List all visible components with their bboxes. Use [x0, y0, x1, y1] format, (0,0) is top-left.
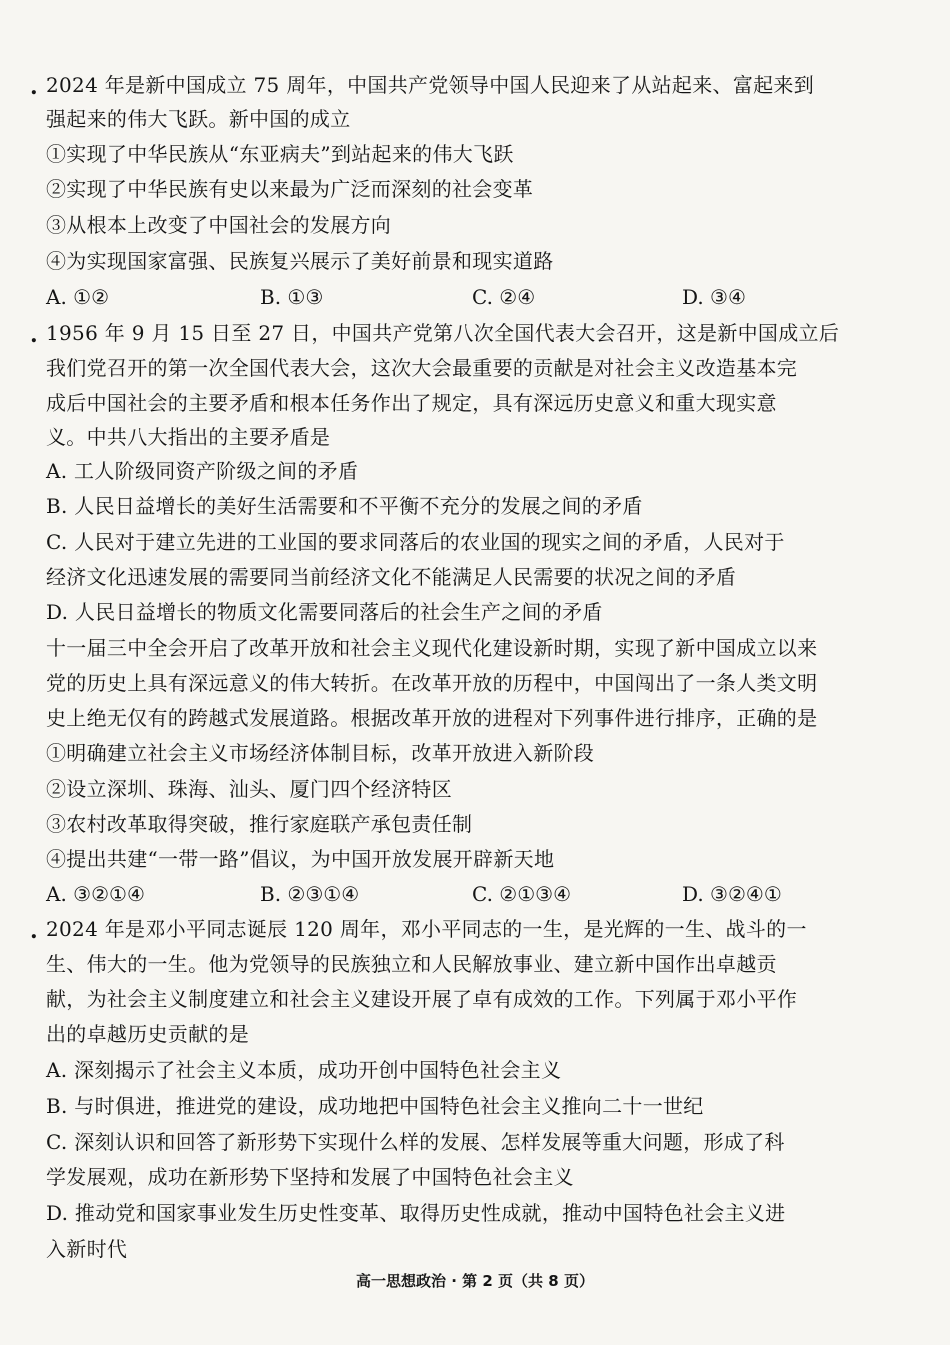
choice-b: B. ①③: [260, 285, 324, 309]
question-marker: .: [30, 74, 38, 100]
question-text-line: 成后中国社会的主要矛盾和根本任务作出了规定，具有深远历史意义和重大现实意: [46, 391, 777, 415]
statement-3: ③农村改革取得突破，推行家庭联产承包责任制: [46, 812, 473, 836]
question-text-line: 十一届三中全会开启了改革开放和社会主义现代化建设新时期，实现了新中国成立以来: [46, 636, 818, 660]
choice-a: A. 工人阶级同资产阶级之间的矛盾: [46, 459, 359, 483]
choice-c: C. ②①③④: [472, 882, 572, 906]
page-footer: 高一思想政治 · 第 2 页（共 8 页）: [356, 1272, 594, 1290]
question-text-line: 史上绝无仅有的跨越式发展道路。根据改革开放的进程对下列事件进行排序，正确的是: [46, 706, 818, 730]
question-text-line: 1956 年 9 月 15 日至 27 日，中国共产党第八次全国代表大会召开，这是新中国成立后: [46, 321, 840, 345]
statement-1: ①实现了中华民族从“东亚病夫”到站起来的伟大飞跃: [46, 142, 514, 166]
statement-2: ②实现了中华民族有史以来最为广泛而深刻的社会变革: [46, 177, 534, 201]
question-text-line: 出的卓越历史贡献的是: [46, 1022, 249, 1046]
question-text-line: 义。中共八大指出的主要矛盾是: [46, 425, 331, 449]
question-text-line: 2024 年是邓小平同志诞辰 120 周年，邓小平同志的一生，是光辉的一生、战斗的一: [46, 917, 807, 941]
question-marker: .: [30, 322, 38, 348]
choice-c: C. 深刻认识和回答了新形势下实现什么样的发展、怎样发展等重大问题，形成了科: [46, 1130, 785, 1154]
choice-b: B. 与时俱进，推进党的建设，成功地把中国特色社会主义推向二十一世纪: [46, 1094, 704, 1118]
choice-a: A. ③②①④: [46, 882, 145, 906]
question-text-line: 我们党召开的第一次全国代表大会，这次大会最重要的贡献是对社会主义改造基本完: [46, 356, 798, 380]
choice-d: D. ③④: [682, 285, 746, 309]
choice-c-continued: 经济文化迅速发展的需要同当前经济文化不能满足人民需要的状况之间的矛盾: [46, 565, 737, 589]
choice-d-continued: 入新时代: [46, 1237, 128, 1261]
choice-b: B. ②③①④: [260, 882, 360, 906]
choice-a: A. 深刻揭示了社会主义本质，成功开创中国特色社会主义: [46, 1058, 562, 1082]
question-marker: .: [30, 918, 38, 944]
choice-c-continued: 学发展观，成功在新形势下坚持和发展了中国特色社会主义: [46, 1165, 574, 1189]
question-text-line: 献，为社会主义制度建立和社会主义建设开展了卓有成效的工作。下列属于邓小平作: [46, 987, 798, 1011]
choice-c: C. 人民对于建立先进的工业国的要求同落后的农业国的现实之间的矛盾，人民对于: [46, 530, 785, 554]
choice-d: D. ③②④①: [682, 882, 782, 906]
statement-2: ②设立深圳、珠海、汕头、厦门四个经济特区: [46, 777, 452, 801]
question-text-line: 2024 年是新中国成立 75 周年，中国共产党领导中国人民迎来了从站起来、富起来到: [46, 73, 815, 97]
choice-c: C. ②④: [472, 285, 536, 309]
question-text-line: 强起来的伟大飞跃。新中国的成立: [46, 107, 351, 131]
choice-d: D. 人民日益增长的物质文化需要同落后的社会生产之间的矛盾: [46, 600, 603, 624]
choice-d: D. 推动党和国家事业发生历史性变革、取得历史性成就，推动中国特色社会主义进: [46, 1201, 786, 1225]
choice-b: B. 人民日益增长的美好生活需要和不平衡不充分的发展之间的矛盾: [46, 494, 643, 518]
choice-a: A. ①②: [46, 285, 110, 309]
question-text-line: 生、伟大的一生。他为党领导的民族独立和人民解放事业、建立新中国作出卓越贡: [46, 952, 777, 976]
statement-1: ①明确建立社会主义市场经济体制目标，改革开放进入新阶段: [46, 741, 595, 765]
statement-4: ④提出共建“一带一路”倡议，为中国开放发展开辟新天地: [46, 847, 555, 871]
statement-4: ④为实现国家富强、民族复兴展示了美好前景和现实道路: [46, 249, 554, 273]
statement-3: ③从根本上改变了中国社会的发展方向: [46, 213, 392, 237]
question-text-line: 党的历史上具有深远意义的伟大转折。在改革开放的历程中，中国闯出了一条人类文明: [46, 671, 818, 695]
